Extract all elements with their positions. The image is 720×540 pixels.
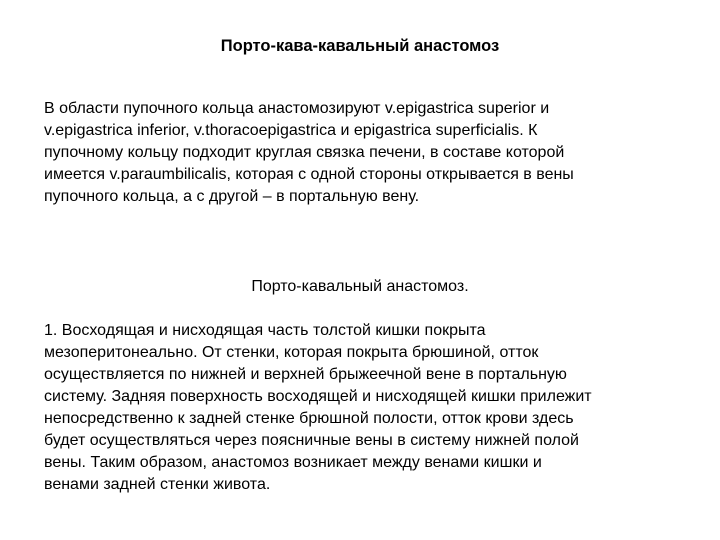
section2-line: непосредственно к задней стенке брюшной полости, отток крови здесь [44, 410, 574, 427]
section1-line: имеется v.paraumbilicalis, которая с одной стороны открывается в вены [44, 166, 574, 183]
section2-line: венами задней стенки живота. [44, 476, 271, 493]
section1-line: пупочному кольцу подходит круглая связка печени, в составе которой [44, 144, 565, 161]
section1-title: Порто-кава-кавальный анастомоз [220, 37, 500, 55]
section2-line: систему. Задняя поверхность восходящей и нисходящей кишки прилежит [44, 388, 592, 405]
section2-line: 1. Восходящая и нисходящая часть толстой кишки покрыта [44, 322, 486, 339]
section2-title: Порто-кавальный анастомоз. [251, 278, 469, 295]
section1-paragraph [44, 98, 684, 208]
section1-line: v.epigastrica inferior, v.thoracoepigastrica и epigastrica superficialis. К [44, 122, 538, 139]
section1-line: В области пупочного кольца анастомозируют v.epigastrica superior и [44, 100, 550, 117]
section2-line: будет осуществляться через поясничные вены в систему нижней полой [44, 432, 579, 449]
section2-line: вены. Таким образом, анастомоз возникает между венами кишки и [44, 454, 542, 471]
section2-line: мезоперитонеально. От стенки, которая покрыта брюшиной, отток [44, 344, 539, 361]
section2-paragraph [44, 320, 684, 496]
section1-line: пупочного кольца, а с другой – в портальную вену. [44, 188, 420, 205]
section2-line: осуществляется по нижней и верхней брыжеечной вене в портальную [44, 366, 567, 383]
